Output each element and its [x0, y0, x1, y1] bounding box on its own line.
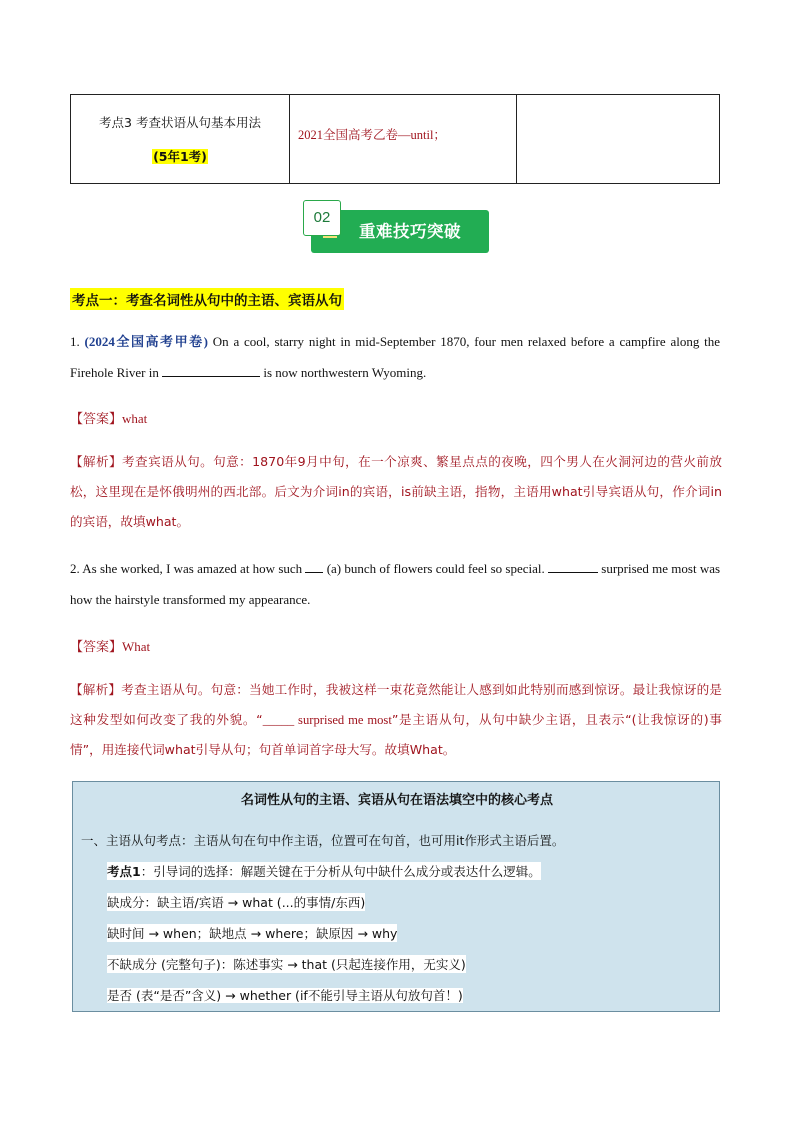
- question-2: [70, 553, 720, 615]
- question-text: surprised me most was how the hairstyle transformed my appearance.: [70, 561, 721, 607]
- exam-source-text: 2021全国高考乙卷—until；: [298, 128, 446, 142]
- answer-1: [70, 408, 147, 427]
- key-point-label: 考点1: [107, 864, 141, 879]
- analysis-text: 考查主语从句。句意：当她工作时，我被这样一束花竟然能让人感到如此特别而感到惊讶。最让我惊讶的是这种发型如何改变了我的外貌。“: [70, 682, 723, 727]
- exam-point-frequency: (5年1考): [153, 149, 207, 164]
- analysis-label: 【解析】: [70, 682, 122, 697]
- key-point-line: [107, 862, 541, 880]
- answer-value: What: [122, 639, 151, 654]
- key-point-line: [107, 986, 463, 1004]
- key-point-text: ：引导词的选择：解题关键在于分析从句中缺什么成分或表达什么逻辑。: [140, 864, 541, 879]
- analysis-label: 【解析】: [70, 454, 123, 469]
- answer-blank: [305, 558, 323, 573]
- section-title: 重难技巧突破: [359, 222, 461, 241]
- key-point-text: 是否 (表“是否”含义) → whether (if: [107, 988, 308, 1003]
- answer-value: what: [122, 411, 148, 426]
- answer-blank: [162, 362, 260, 377]
- question-number: 2.: [70, 561, 80, 576]
- key-point-line: 缺时间 → when；缺地点 → where；缺原因 → why: [107, 926, 398, 941]
- answer-label: 【答案】: [70, 412, 123, 427]
- exam-point-table: [70, 94, 720, 184]
- question-source: (2024全国高考甲卷): [84, 334, 208, 349]
- analysis-2: [70, 675, 722, 765]
- exam-source-cell: [290, 95, 517, 184]
- section-badge: [303, 200, 491, 256]
- analysis-text: 考查宾语从句。句意：1870年9月中旬，在一个凉爽、繁星点点的夜晚，四个男人在火洞河边的营火前放松，这里现在是怀俄明州的西北部。后文为介词in的宾语，is前缺主语，指物，主语用what引导宾语从句，作介词in的宾语，故填what。: [70, 454, 722, 529]
- exam-point-title: 考点3 考查状语从句基本用法: [99, 115, 261, 130]
- answer-label: 【答案】: [70, 640, 123, 655]
- question-text: On a cool, starry night in mid-September 1870, four men relaxed before a campfire along the Firehole River in: [70, 334, 720, 380]
- question-number: 1.: [70, 334, 80, 349]
- key-point-line: 缺成分：缺主语/宾语 → what (...的事情/东西): [107, 895, 366, 910]
- analysis-quote: _____ surprised me most: [262, 713, 392, 727]
- analysis-1: [70, 447, 722, 537]
- question-text: (a) bunch of flowers could feel so special.: [326, 561, 545, 576]
- key-points-title: 名词性从句的主语、宾语从句在语法填空中的核心考点: [240, 793, 553, 808]
- analysis-text: ”是主语从句，从句中缺少主语，且表示“(让我惊讶的)事情”，用连接代词what引导从句；句首单词首字母大写。故填What。: [70, 712, 722, 757]
- question-text: is now northwestern Wyoming.: [263, 365, 427, 380]
- question-text: As she worked, I was amazed at how such: [82, 561, 303, 576]
- answer-2: [70, 636, 150, 655]
- question-1: [70, 326, 720, 388]
- empty-cell: [517, 95, 720, 184]
- section-number: 02: [303, 200, 341, 236]
- key-point-line: 不缺成分 (完整句子)：陈述事实 → that (只起连接作用，无实义): [107, 957, 466, 972]
- key-points-box: [72, 781, 720, 1012]
- key-point-line: 一、主语从句考点：主语从句在句中作主语，位置可在句首，也可用it作形式主语后置。: [81, 833, 565, 848]
- answer-blank: [548, 558, 598, 573]
- key-point-text: 不能引导主语从句放句首！): [307, 988, 463, 1003]
- topic-heading: 考点一：考查名词性从句中的主语、宾语从句: [70, 288, 344, 310]
- exam-point-cell: [71, 95, 290, 184]
